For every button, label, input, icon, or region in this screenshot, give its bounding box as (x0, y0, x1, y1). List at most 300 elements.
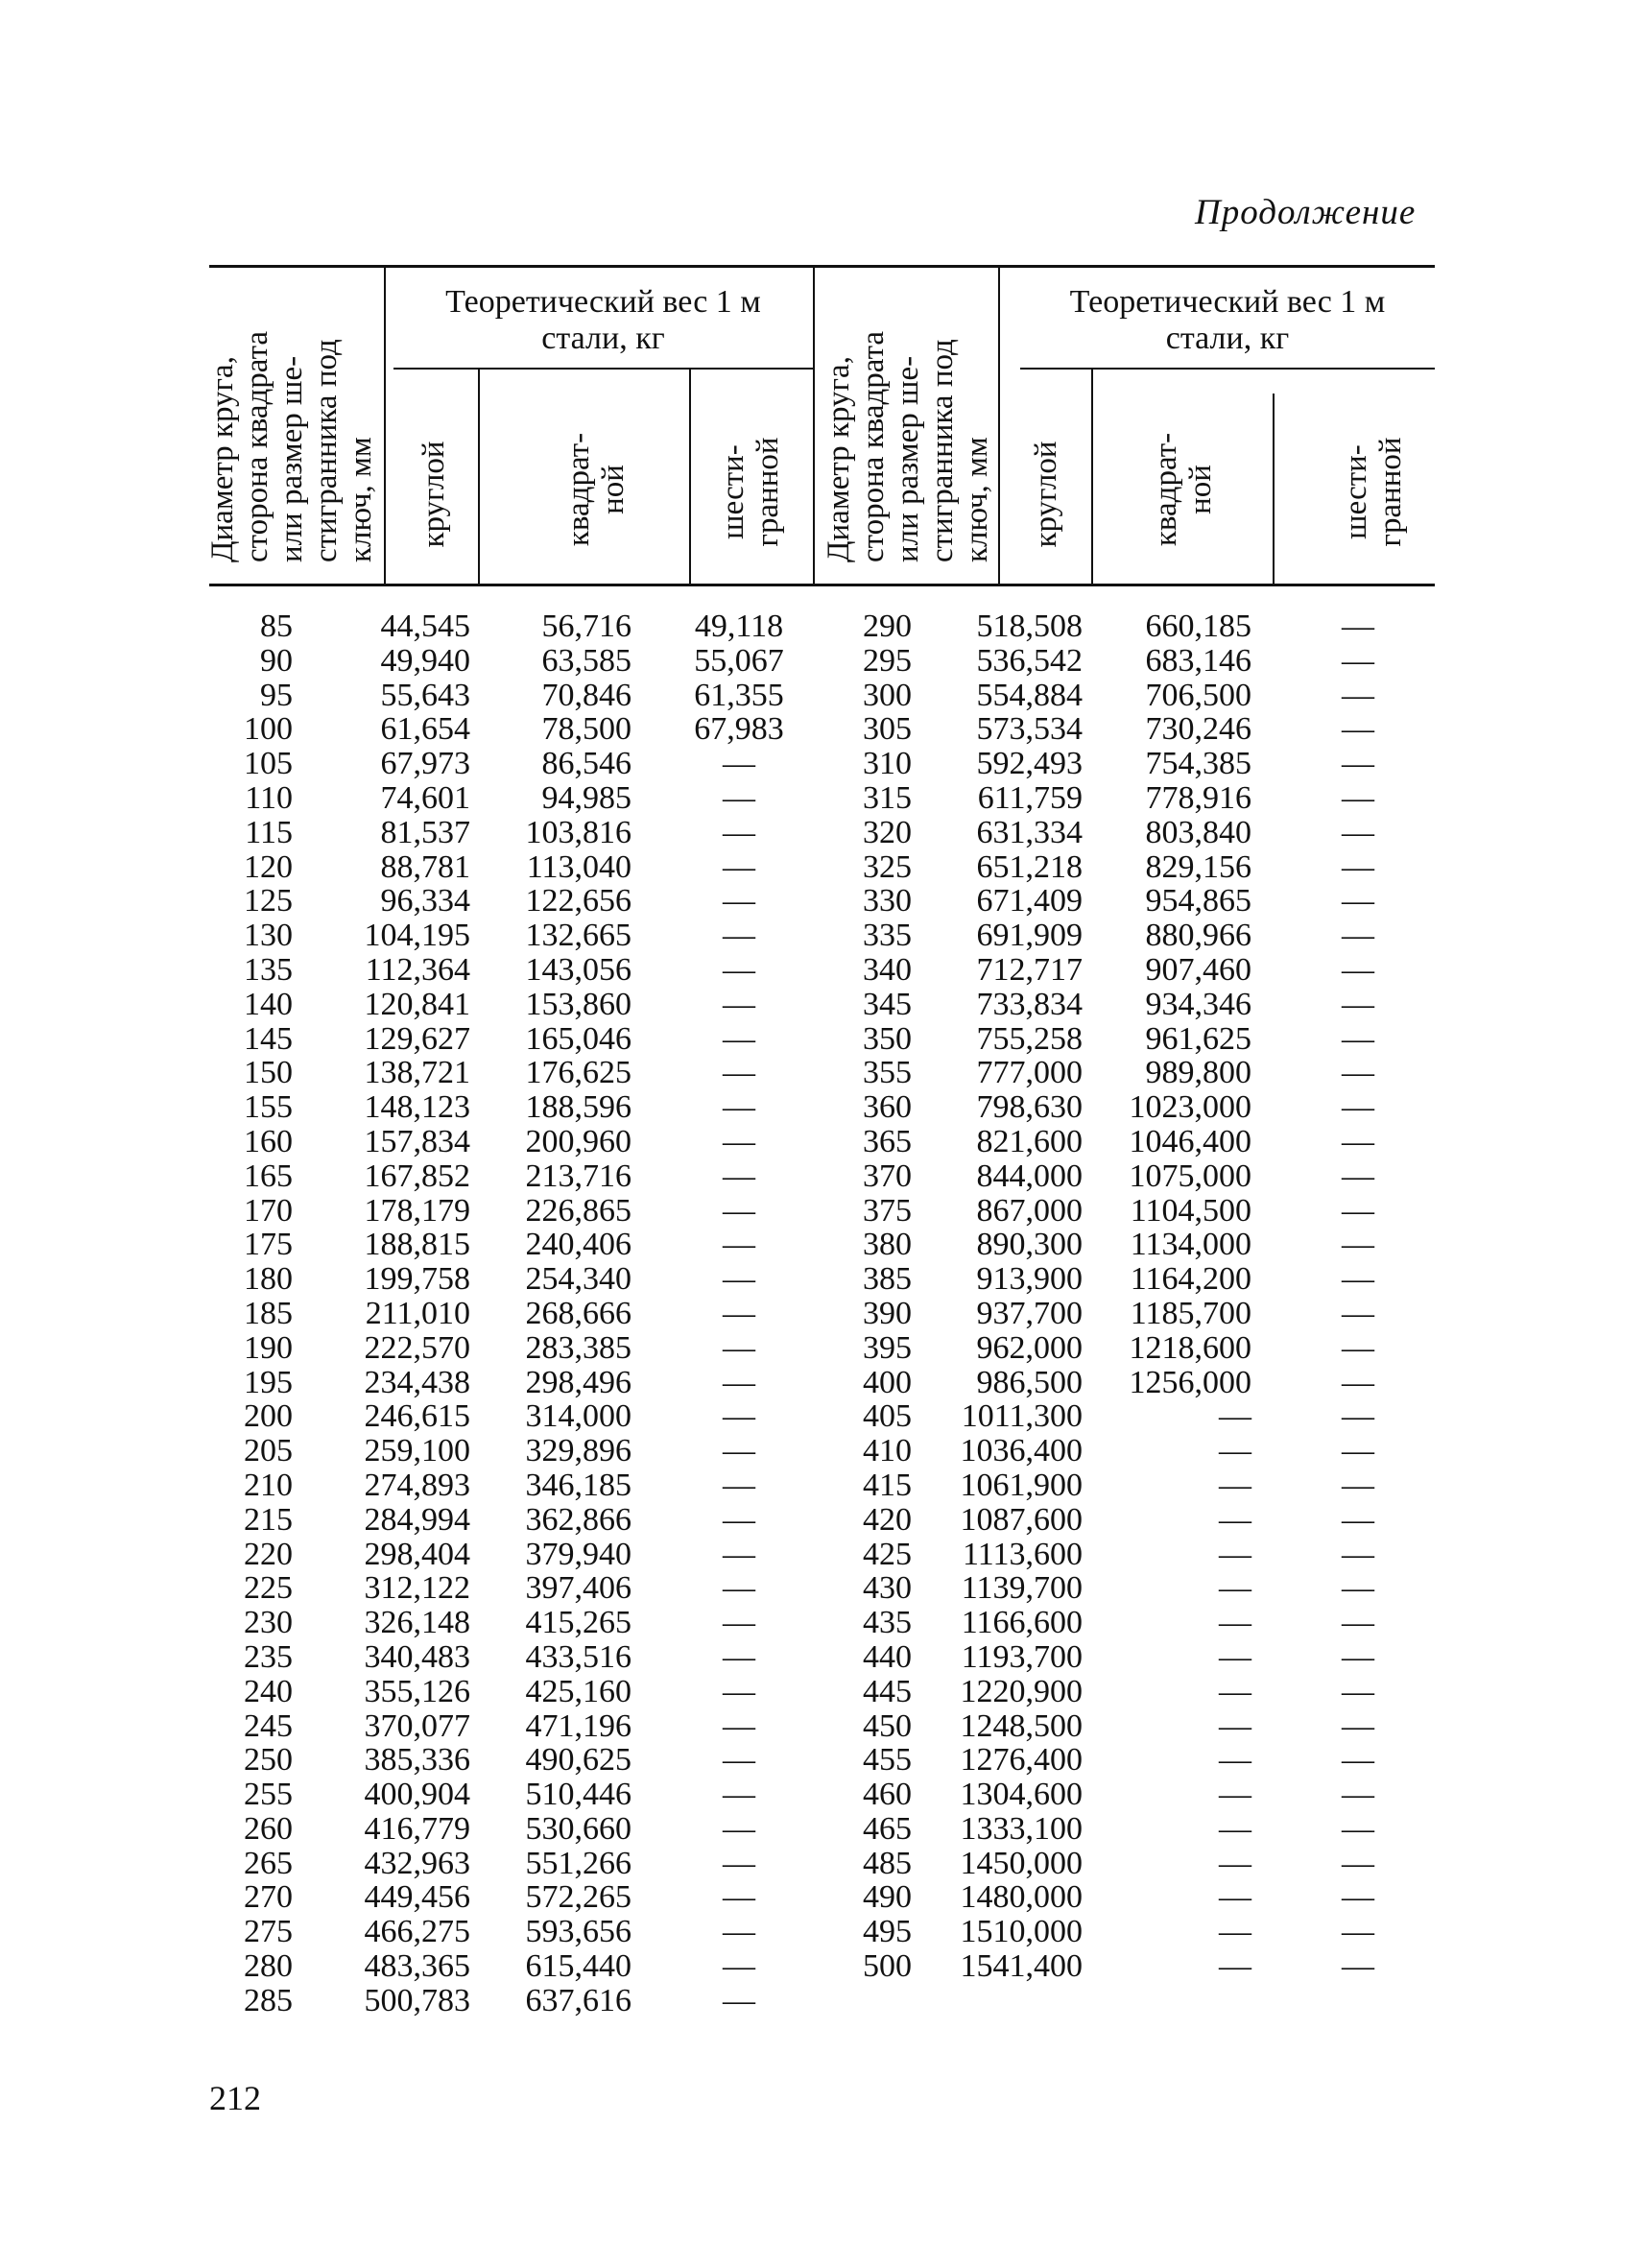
table-cell: 593,656 (525, 1914, 631, 1950)
table-cell: 360 (863, 1089, 912, 1126)
table-cell: 67,973 (380, 746, 470, 782)
table-cell: 230 (244, 1605, 293, 1641)
table-cell: 210 (244, 1467, 293, 1503)
table-cell: — (1342, 1638, 1374, 1675)
table-cell: 199,758 (364, 1261, 470, 1298)
table-cell: 1113,600 (963, 1536, 1083, 1572)
table-cell: 611,759 (977, 779, 1083, 816)
table-cell: 330 (863, 883, 912, 919)
table-cell: 290 (863, 609, 912, 644)
table-cell: — (723, 1570, 755, 1607)
table-cell: 500 (863, 1948, 912, 1985)
table-cell: 671,409 (976, 883, 1083, 919)
table-cell: 150 (244, 1055, 293, 1091)
table-cell: 200,960 (525, 1123, 631, 1159)
right-size-column (825, 609, 912, 1984)
table-cell: 345 (863, 986, 912, 1022)
right-weight-header-rule (1020, 368, 1435, 370)
table-cell: — (1342, 1673, 1374, 1709)
table-cell: 220 (244, 1536, 293, 1572)
table-cell: — (1342, 711, 1374, 748)
table-cell: — (1342, 848, 1374, 885)
left-hex-header: шести- гранной (716, 437, 785, 547)
table-cell: — (723, 986, 755, 1022)
table-cell: 778,916 (1145, 779, 1251, 816)
table-cell: 420 (863, 1501, 912, 1538)
table-cell: 483,365 (364, 1948, 470, 1985)
table-cell: 798,630 (976, 1089, 1083, 1126)
table-cell: 240 (244, 1673, 293, 1709)
table-cell: 185 (244, 1295, 293, 1331)
table-cell: 211,010 (365, 1295, 470, 1331)
table-cell: 572,265 (525, 1879, 631, 1916)
table-cell: — (1219, 1707, 1251, 1744)
table-cell: — (723, 1364, 755, 1400)
table-cell: 165 (244, 1158, 293, 1194)
table-cell: — (723, 1055, 755, 1091)
table-cell: 170 (244, 1192, 293, 1229)
table-cell: — (1219, 1777, 1251, 1813)
table-cell: 1061,900 (960, 1467, 1083, 1503)
table-cell: 85 (260, 609, 293, 644)
left-round-header: круглой (417, 441, 451, 548)
table-cell: 275 (244, 1914, 293, 1950)
table-cell: 510,446 (525, 1777, 631, 1813)
left-weight-header-rule (393, 368, 813, 370)
table-cell: — (1342, 1845, 1374, 1881)
table-cell: 370,077 (364, 1707, 470, 1744)
table-cell: — (1342, 1948, 1374, 1985)
table-cell: 305 (863, 711, 912, 748)
table-cell: 754,385 (1145, 746, 1251, 782)
table-cell: — (723, 918, 755, 954)
table-cell: 890,300 (976, 1227, 1083, 1263)
table-cell: — (1219, 1879, 1251, 1916)
table-cell: 312,122 (364, 1570, 470, 1607)
table-cell: 1248,500 (960, 1707, 1083, 1744)
table-cell: 500,783 (364, 1982, 470, 2018)
table-cell: 962,000 (976, 1329, 1083, 1366)
table-cell: 81,537 (380, 814, 470, 850)
table-cell: 86,546 (541, 746, 631, 782)
table-cell: 592,493 (976, 746, 1083, 782)
left-square-divider (689, 370, 691, 585)
table-cell: 254,340 (525, 1261, 631, 1298)
table-cell: 405 (863, 1398, 912, 1435)
table-cell: — (1342, 814, 1374, 850)
table-cell: 821,600 (976, 1123, 1083, 1159)
continuation-caption: Продолжение (1195, 193, 1417, 232)
left-round-column (326, 609, 470, 2018)
table-cell: 105 (244, 746, 293, 782)
table-cell: 362,866 (525, 1501, 631, 1538)
table-cell: 320 (863, 814, 912, 850)
table-cell: 235 (244, 1638, 293, 1675)
table-cell: 315 (863, 779, 912, 816)
table-cell: 880,966 (1145, 918, 1251, 954)
table-cell: 733,834 (976, 986, 1083, 1022)
table-cell: 222,570 (364, 1329, 470, 1366)
table-cell: 706,500 (1145, 677, 1251, 713)
middle-section-divider (813, 267, 815, 585)
right-round-column (929, 609, 1083, 1984)
table-cell: 913,900 (976, 1261, 1083, 1298)
table-cell: 245 (244, 1707, 293, 1744)
table-cell: 96,334 (380, 883, 470, 919)
table-cell: 180 (244, 1261, 293, 1298)
table-cell: 355 (863, 1055, 912, 1091)
table-cell: — (1342, 1261, 1374, 1298)
table-cell: 188,815 (364, 1227, 470, 1263)
table-cell: 651,218 (976, 848, 1083, 885)
table-cell: 1510,000 (960, 1914, 1083, 1950)
table-cell: 115 (245, 814, 293, 850)
table-cell: — (1342, 642, 1374, 679)
table-cell: 122,656 (525, 883, 631, 919)
table-cell: 934,346 (1145, 986, 1251, 1022)
right-weight-header: Теоретический вес 1 м стали, кг (1069, 284, 1386, 356)
table-cell: 1134,000 (1130, 1227, 1251, 1263)
table-cell: 215 (244, 1501, 293, 1538)
table-cell: 132,665 (525, 918, 631, 954)
table-cell: 907,460 (1145, 951, 1251, 988)
table-cell: — (723, 848, 755, 885)
table-cell: 370 (863, 1158, 912, 1194)
table-cell: 259,100 (364, 1433, 470, 1469)
table-cell: — (1219, 1570, 1251, 1607)
table-cell: 61,654 (380, 711, 470, 748)
table-cell: 365 (863, 1123, 912, 1159)
table-cell: 425,160 (525, 1673, 631, 1709)
table-cell: 314,000 (525, 1398, 631, 1435)
table-cell: 573,534 (976, 711, 1083, 748)
table-cell: 120 (244, 848, 293, 885)
table-cell: — (723, 1879, 755, 1916)
table-cell: 153,860 (525, 986, 631, 1022)
right-hex-header: шести- гранной (1339, 437, 1408, 547)
table-cell: 100 (244, 711, 293, 748)
table-cell: 260 (244, 1810, 293, 1847)
table-cell: 986,500 (976, 1364, 1083, 1400)
table-cell: — (723, 1123, 755, 1159)
table-cell: 485 (863, 1845, 912, 1881)
table-cell: — (1342, 1742, 1374, 1779)
table-cell: 113,040 (526, 848, 631, 885)
table-header-bottom-rule (209, 584, 1435, 586)
table-cell: 631,334 (976, 814, 1083, 850)
table-cell: — (723, 1158, 755, 1194)
table-cell: 138,721 (364, 1055, 470, 1091)
table-cell: 140 (244, 986, 293, 1022)
table-cell: — (1342, 1570, 1374, 1607)
table-cell: 284,994 (364, 1501, 470, 1538)
table-top-rule (209, 265, 1435, 268)
table-cell: 110 (245, 779, 293, 816)
table-cell: 518,508 (976, 609, 1083, 644)
table-cell: — (1219, 1742, 1251, 1779)
table-cell: 55,643 (380, 677, 470, 713)
table-cell: — (1342, 1364, 1374, 1400)
table-cell: 250 (244, 1742, 293, 1779)
table-cell: 95 (260, 677, 293, 713)
table-cell: 530,660 (525, 1810, 631, 1847)
table-cell: — (1219, 1398, 1251, 1435)
table-cell: — (723, 1295, 755, 1331)
table-cell: — (723, 746, 755, 782)
table-cell: 70,846 (541, 677, 631, 713)
table-cell: 432,963 (364, 1845, 470, 1881)
table-cell: — (1342, 1295, 1374, 1331)
table-cell: — (723, 1673, 755, 1709)
table-cell: 400,904 (364, 1777, 470, 1813)
table-cell: 495 (863, 1914, 912, 1950)
table-cell: — (1219, 1638, 1251, 1675)
table-cell: 78,500 (541, 711, 631, 748)
table-cell: 460 (863, 1777, 912, 1813)
table-cell: 536,542 (976, 642, 1083, 679)
table-cell: — (1342, 1055, 1374, 1091)
left-size-header: Диаметр круга, сторона квадрата или размер ше- стигранника под ключ, мм (205, 330, 378, 562)
table-cell: — (723, 1089, 755, 1126)
right-hex-column (1305, 609, 1411, 1984)
table-cell: — (1342, 1329, 1374, 1366)
table-cell: — (1342, 779, 1374, 816)
table-cell: 234,438 (364, 1364, 470, 1400)
table-cell: 433,516 (525, 1638, 631, 1675)
table-cell: 551,266 (525, 1845, 631, 1881)
table-cell: 240,406 (525, 1227, 631, 1263)
table-cell: 355,126 (364, 1673, 470, 1709)
table-cell: 310 (863, 746, 912, 782)
table-cell: 465 (863, 1810, 912, 1847)
table-cell: — (723, 1192, 755, 1229)
table-cell: 1139,700 (961, 1570, 1083, 1607)
table-cell: 937,700 (976, 1295, 1083, 1331)
table-cell: — (723, 1638, 755, 1675)
table-cell: 490 (863, 1879, 912, 1916)
table-cell: 440 (863, 1638, 912, 1675)
table-cell: 246,615 (364, 1398, 470, 1435)
table-cell: 44,545 (380, 609, 470, 644)
table-cell: — (723, 1329, 755, 1366)
table-cell: 120,841 (364, 986, 470, 1022)
right-square-column (1096, 609, 1251, 1984)
table-cell: 255 (244, 1777, 293, 1813)
table-cell: 490,625 (525, 1742, 631, 1779)
table-cell: 148,123 (364, 1089, 470, 1126)
table-cell: — (1219, 1605, 1251, 1641)
table-cell: — (1342, 1020, 1374, 1057)
table-cell: 445 (863, 1673, 912, 1709)
table-cell: — (723, 1536, 755, 1572)
table-cell: 1220,900 (960, 1673, 1083, 1709)
table-cell: 1075,000 (1129, 1158, 1251, 1194)
table-cell: — (723, 1020, 755, 1057)
table-cell: 415,265 (525, 1605, 631, 1641)
table-cell: 989,800 (1145, 1055, 1251, 1091)
table-cell: 829,156 (1145, 848, 1251, 885)
table-cell: 104,195 (364, 918, 470, 954)
table-cell: 1304,600 (960, 1777, 1083, 1813)
table-cell: — (1342, 677, 1374, 713)
table-cell: 379,940 (525, 1536, 631, 1572)
left-square-header: квадрат- ной (561, 432, 631, 547)
table-cell: 1480,000 (960, 1879, 1083, 1916)
table-cell: 270 (244, 1879, 293, 1916)
table-cell: 1087,600 (960, 1501, 1083, 1538)
table-cell: — (723, 1467, 755, 1503)
table-cell: 188,596 (525, 1089, 631, 1126)
table-cell: 961,625 (1145, 1020, 1251, 1057)
table-cell: 660,185 (1145, 609, 1251, 644)
table-cell: — (723, 1742, 755, 1779)
table-cell: 1450,000 (960, 1845, 1083, 1881)
table-cell: 325 (863, 848, 912, 885)
table-cell: 554,884 (976, 677, 1083, 713)
table-cell: 55,067 (694, 642, 784, 679)
left-hex-column (681, 609, 797, 2018)
table-cell: — (723, 1501, 755, 1538)
table-cell: 390 (863, 1295, 912, 1331)
table-cell: 395 (863, 1329, 912, 1366)
table-cell: 285 (244, 1982, 293, 2018)
table-cell: 130 (244, 918, 293, 954)
table-cell: 61,355 (694, 677, 784, 713)
table-cell: 1218,600 (1129, 1329, 1251, 1366)
table-cell: 346,185 (525, 1467, 631, 1503)
table-cell: 176,625 (525, 1055, 631, 1091)
table-cell: 213,716 (525, 1158, 631, 1194)
table-cell: — (1342, 1777, 1374, 1813)
table-cell: 88,781 (380, 848, 470, 885)
table-cell: — (723, 1777, 755, 1813)
table-cell: 867,000 (976, 1192, 1083, 1229)
table-cell: — (1342, 1707, 1374, 1744)
table-cell: 300 (863, 677, 912, 713)
table-cell: 350 (863, 1020, 912, 1057)
table-cell: 400 (863, 1364, 912, 1400)
table-cell: — (1342, 918, 1374, 954)
table-cell: 200 (244, 1398, 293, 1435)
table-cell: 340,483 (364, 1638, 470, 1675)
table-cell: 205 (244, 1433, 293, 1469)
table-cell: 1166,600 (961, 1605, 1083, 1641)
table-cell: 471,196 (525, 1707, 631, 1744)
table-cell: 226,865 (525, 1192, 631, 1229)
table-cell: — (723, 1433, 755, 1469)
table-cell: 1164,200 (1130, 1261, 1251, 1298)
table-cell: — (723, 883, 755, 919)
table-cell: 449,456 (364, 1879, 470, 1916)
table-cell: 129,627 (364, 1020, 470, 1057)
table-cell: — (1342, 1433, 1374, 1469)
table-cell: 380 (863, 1227, 912, 1263)
left-size-column (211, 609, 293, 2018)
table-cell: — (1342, 883, 1374, 919)
table-cell: — (1342, 986, 1374, 1022)
table-cell: 175 (244, 1227, 293, 1263)
right-square-divider (1273, 394, 1275, 585)
table-cell: — (1219, 1467, 1251, 1503)
table-cell: 167,852 (364, 1158, 470, 1194)
table-cell: 56,716 (541, 609, 631, 644)
table-cell: — (1219, 1845, 1251, 1881)
table-cell: 67,983 (694, 711, 784, 748)
table-cell: 49,940 (380, 642, 470, 679)
table-cell: 74,601 (380, 779, 470, 816)
table-cell: — (723, 1398, 755, 1435)
table-cell: 329,896 (525, 1433, 631, 1469)
table-cell: 157,834 (364, 1123, 470, 1159)
table-cell: — (723, 1810, 755, 1847)
right-round-header: круглой (1029, 441, 1063, 548)
page-number: 212 (209, 2079, 261, 2117)
table-cell: 683,146 (1145, 642, 1251, 679)
table-cell: — (1342, 1501, 1374, 1538)
table-cell: — (1342, 1605, 1374, 1641)
table-cell: — (1342, 951, 1374, 988)
table-cell: 143,056 (525, 951, 631, 988)
table-cell: 268,666 (525, 1295, 631, 1331)
table-cell: 1256,000 (1129, 1364, 1251, 1400)
table-cell: 415 (863, 1467, 912, 1503)
table-cell: 326,148 (364, 1605, 470, 1641)
table-cell: — (1219, 1536, 1251, 1572)
table-cell: — (1342, 1227, 1374, 1263)
table-cell: 375 (863, 1192, 912, 1229)
table-cell: 1046,400 (1129, 1123, 1251, 1159)
left-size-divider (384, 267, 386, 585)
table-cell: — (723, 1227, 755, 1263)
table-cell: — (1342, 1123, 1374, 1159)
table-cell: 1036,400 (960, 1433, 1083, 1469)
table-cell: 195 (244, 1364, 293, 1400)
table-cell: 385 (863, 1261, 912, 1298)
table-cell: — (1342, 1089, 1374, 1126)
table-cell: — (723, 779, 755, 816)
table-cell: 755,258 (976, 1020, 1083, 1057)
right-round-divider (1091, 370, 1093, 585)
table-cell: 295 (863, 642, 912, 679)
table-cell: 1104,500 (1130, 1192, 1251, 1229)
table-cell: — (1342, 1879, 1374, 1916)
table-cell: — (1342, 746, 1374, 782)
table-cell: 416,779 (364, 1810, 470, 1847)
table-cell: 615,440 (525, 1948, 631, 1985)
table-cell: 385,336 (364, 1742, 470, 1779)
table-cell: 397,406 (525, 1570, 631, 1607)
table-cell: — (1219, 1673, 1251, 1709)
table-cell: 691,909 (976, 918, 1083, 954)
table-cell: — (1219, 1501, 1251, 1538)
table-cell: 265 (244, 1845, 293, 1881)
table-cell: 112,364 (365, 951, 470, 988)
table-cell: 340 (863, 951, 912, 988)
table-cell: 466,275 (364, 1914, 470, 1950)
table-cell: 803,840 (1145, 814, 1251, 850)
table-cell: 155 (244, 1089, 293, 1126)
table-cell: 125 (244, 883, 293, 919)
table-cell: 1333,100 (960, 1810, 1083, 1847)
table-cell: 435 (863, 1605, 912, 1641)
table-cell: 712,717 (976, 951, 1083, 988)
table-cell: — (723, 814, 755, 850)
table-cell: 1541,400 (960, 1948, 1083, 1985)
table-cell: 165,046 (525, 1020, 631, 1057)
table-cell: 283,385 (525, 1329, 631, 1366)
table-cell: 1023,000 (1129, 1089, 1251, 1126)
table-cell: 844,000 (976, 1158, 1083, 1194)
